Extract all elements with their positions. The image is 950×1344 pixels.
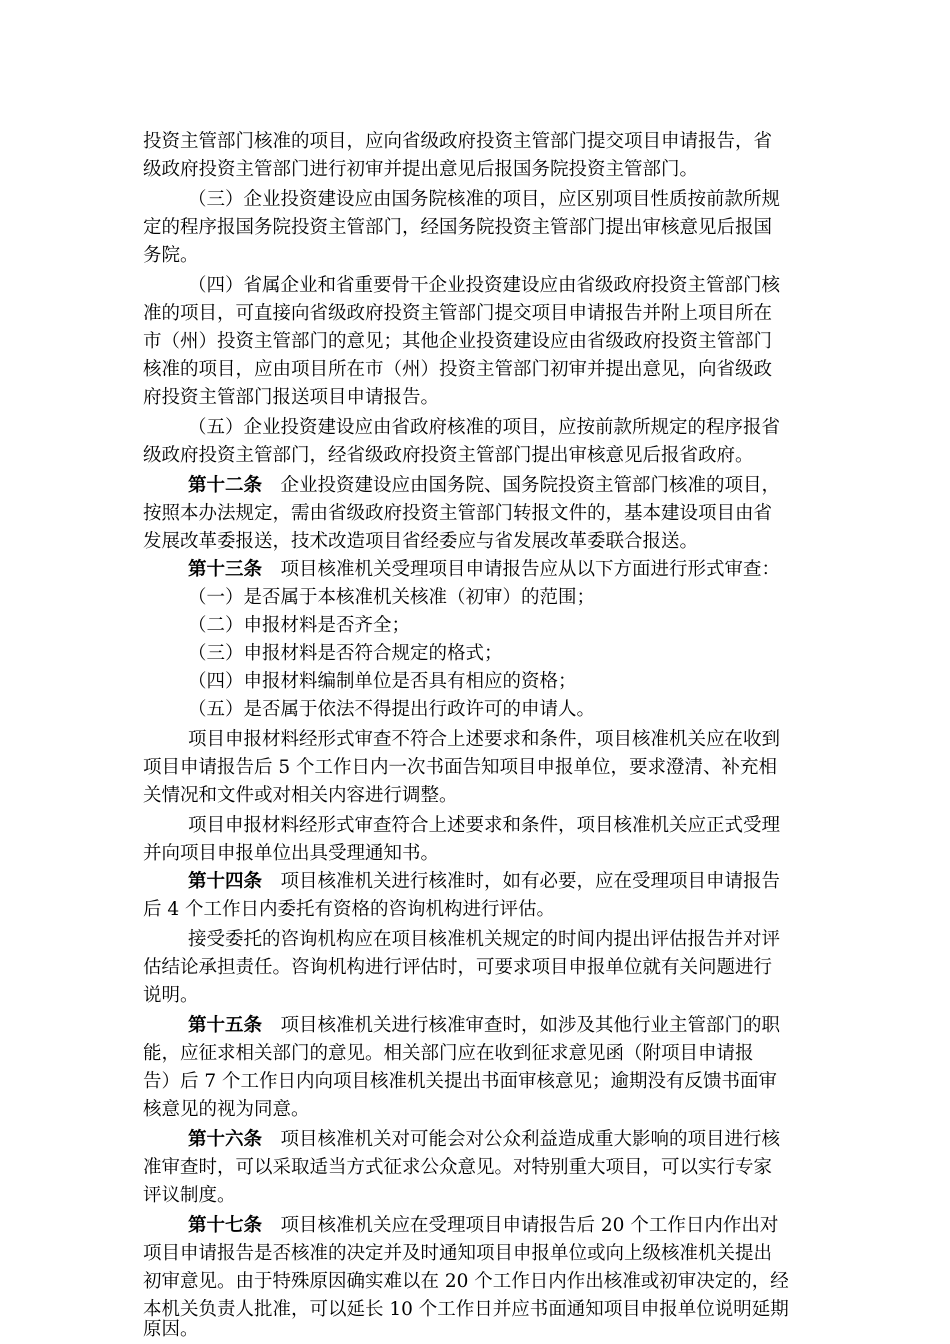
list-item: （三）申报材料是否符合规定的格式；: [188, 643, 503, 664]
list-item: （一）是否属于本核准机关核准（初审）的范围；: [188, 587, 596, 608]
text-line: （三）企业投资建设应由国务院核准的项目，应区别项目性质按前款所规: [188, 189, 781, 210]
article-16-line: 第十六条 项目核准机关对可能会对公众利益造成重大影响的项目进行核: [188, 1129, 781, 1150]
article-heading: 第十七条: [188, 1215, 263, 1236]
list-item: （二）申报材料是否齐全；: [188, 615, 411, 636]
article-14-line: 第十四条 项目核准机关进行核准时，如有必要，应在受理项目申请报告: [188, 871, 781, 892]
text-line: 准审查时，可以采取适当方式征求公众意见。对特别重大项目，可以实行专家: [143, 1157, 773, 1178]
text-line: 说明。: [143, 985, 199, 1006]
text-line: 定的程序报国务院投资主管部门，经国务院投资主管部门提出审核意见后报国: [143, 217, 773, 238]
text-line: 核意见的视为同意。: [143, 1099, 310, 1120]
text-line: 能，应征求相关部门的意见。相关部门应在收到征求意见函（附项目申请报: [143, 1043, 754, 1064]
article-heading: 第十六条: [188, 1129, 263, 1150]
text-line: 级政府投资主管部门进行初审并提出意见后报国务院投资主管部门。: [143, 159, 699, 180]
text-line: 级政府投资主管部门，经省级政府投资主管部门提出审核意见后报省政府。: [143, 445, 754, 466]
article-heading: 第十四条: [188, 871, 263, 892]
text-line: 项目申报材料经形式审查符合上述要求和条件，项目核准机关应正式受理: [188, 815, 781, 836]
list-item: （四）申报材料编制单位是否具有相应的资格；: [188, 671, 577, 692]
article-15-line: 第十五条 项目核准机关进行核准审查时，如涉及其他行业主管部门的职: [188, 1015, 781, 1036]
text-line: 原因。: [143, 1319, 199, 1340]
article-heading: 第十二条: [188, 475, 263, 496]
text-line: （四）省属企业和省重要骨干企业投资建设应由省级政府投资主管部门核: [188, 275, 781, 296]
text-line: 告）后 7 个工作日内向项目核准机关提出书面审核意见；逾期没有反馈书面审: [143, 1071, 778, 1092]
text-line: 评议制度。: [143, 1185, 236, 1206]
text-line: 后 4 个工作日内委托有资格的咨询机构进行评估。: [143, 899, 556, 920]
text-line: 本机关负责人批准，可以延长 10 个工作日并应书面通知项目申报单位说明延期: [143, 1299, 789, 1320]
article-heading: 第十三条: [188, 559, 263, 580]
text-line: 初审意见。由于特殊原因确实难以在 20 个工作日内作出核准或初审决定的，经: [143, 1271, 789, 1292]
text-line: 市（州）投资主管部门的意见；其他企业投资建设应由省级政府投资主管部门: [143, 331, 773, 352]
text-line: 关情况和文件或对相关内容进行调整。: [143, 785, 458, 806]
article-heading: 第十五条: [188, 1015, 263, 1036]
list-item: （五）是否属于依法不得提出行政许可的申请人。: [188, 699, 596, 720]
article-13-line: 第十三条 项目核准机关受理项目申请报告应从以下方面进行形式审查：: [188, 559, 781, 580]
text-line: 府投资主管部门报送项目申请报告。: [143, 387, 440, 408]
text-line: （五）企业投资建设应由省政府核准的项目，应按前款所规定的程序报省: [188, 417, 781, 438]
text-line: 项目申请报告后 5 个工作日内一次书面告知项目申报单位，要求澄清、补充相: [143, 757, 778, 778]
article-17-line: 第十七条 项目核准机关应在受理项目申请报告后 20 个工作日内作出对: [188, 1215, 779, 1236]
text-line: 并向项目申报单位出具受理通知书。: [143, 843, 440, 864]
text-line: 接受委托的咨询机构应在项目核准机关规定的时间内提出评估报告并对评: [188, 929, 781, 950]
text-line: 准的项目，可直接向省级政府投资主管部门提交项目申请报告并附上项目所在: [143, 303, 773, 324]
text-line: 按照本办法规定，需由省级政府投资主管部门转报文件的，基本建设项目由省: [143, 503, 773, 524]
text-line: 项目申请报告是否核准的决定并及时通知项目申报单位或向上级核准机关提出: [143, 1243, 773, 1264]
text-line: 投资主管部门核准的项目，应向省级政府投资主管部门提交项目申请报告，省: [143, 131, 773, 152]
text-line: 核准的项目，应由项目所在市（州）投资主管部门初审并提出意见，向省级政: [143, 359, 773, 380]
text-line: 项目申报材料经形式审查不符合上述要求和条件，项目核准机关应在收到: [188, 729, 781, 750]
article-12-line: 第十二条 企业投资建设应由国务院、国务院投资主管部门核准的项目，: [188, 475, 781, 496]
text-line: 发展改革委报送，技术改造项目省经委应与省发展改革委联合报送。: [143, 531, 699, 552]
text-line: 务院。: [143, 245, 199, 266]
text-line: 估结论承担责任。咨询机构进行评估时，可要求项目申报单位就有关问题进行: [143, 957, 773, 978]
